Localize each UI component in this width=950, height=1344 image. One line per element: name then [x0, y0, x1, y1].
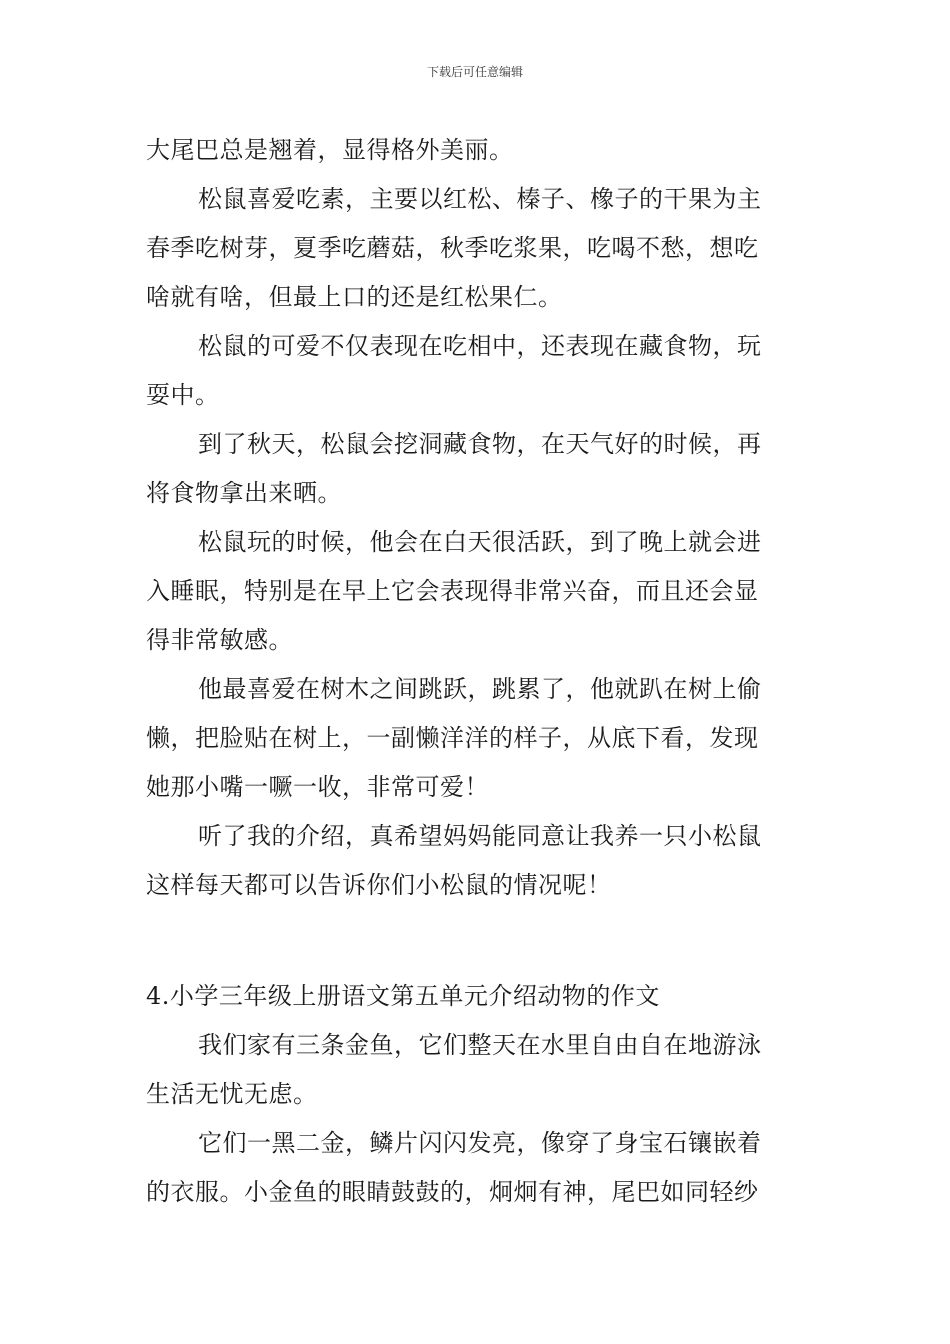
text-line: 啥就有啥，但最上口的还是红松果仁。	[146, 283, 563, 311]
text-line: 她那小嘴一噘一收，非常可爱！	[146, 773, 489, 801]
page-header: 下载后可任意编辑	[426, 65, 523, 79]
paragraph-first-line: 它们一黑二金，鳞片闪闪发亮，像穿了身宝石镶嵌着	[198, 1129, 762, 1157]
paragraph-first-line: 松鼠喜爱吃素，主要以红松、榛子、橡子的干果为主	[198, 185, 762, 213]
paragraph-first-line: 到了秋天，松鼠会挖洞藏食物，在天气好的时候，再	[198, 430, 762, 458]
paragraph-first-line: 我们家有三条金鱼，它们整天在水里自由自在地游泳	[198, 1031, 762, 1059]
text-line: 将食物拿出来晒。	[146, 479, 342, 507]
paragraph-first-line: 听了我的介绍，真希望妈妈能同意让我养一只小松鼠	[198, 822, 762, 850]
text-line: 耍中。	[146, 381, 220, 409]
section-heading: 4.小学三年级上册语文第五单元介绍动物的作文	[146, 982, 660, 1010]
paragraph-first-line: 松鼠玩的时候，他会在白天很活跃，到了晚上就会进	[198, 528, 762, 556]
text-line: 大尾巴总是翘着，显得格外美丽。	[146, 136, 514, 164]
section-gap	[146, 910, 806, 972]
paragraph-first-line: 他最喜爱在树木之间跳跃，跳累了，他就趴在树上偷	[198, 675, 762, 703]
text-line: 生活无忧无虑。	[146, 1080, 318, 1108]
text-line: 这样每天都可以告诉你们小松鼠的情况呢！	[146, 871, 612, 899]
text-line: 入睡眠，特别是在早上它会表现得非常兴奋，而且还会显	[146, 577, 759, 605]
text-line: 春季吃树芽，夏季吃蘑菇，秋季吃浆果，吃喝不愁，想吃	[146, 234, 759, 262]
text-line: 懒，把脸贴在树上，一副懒洋洋的样子，从底下看，发现	[146, 724, 759, 752]
document-body	[146, 126, 806, 1217]
text-line: 的衣服。小金鱼的眼睛鼓鼓的，炯炯有神，尾巴如同轻纱	[146, 1178, 759, 1206]
paragraph-first-line: 松鼠的可爱不仅表现在吃相中，还表现在藏食物，玩	[198, 332, 762, 360]
text-line: 得非常敏感。	[146, 626, 293, 654]
